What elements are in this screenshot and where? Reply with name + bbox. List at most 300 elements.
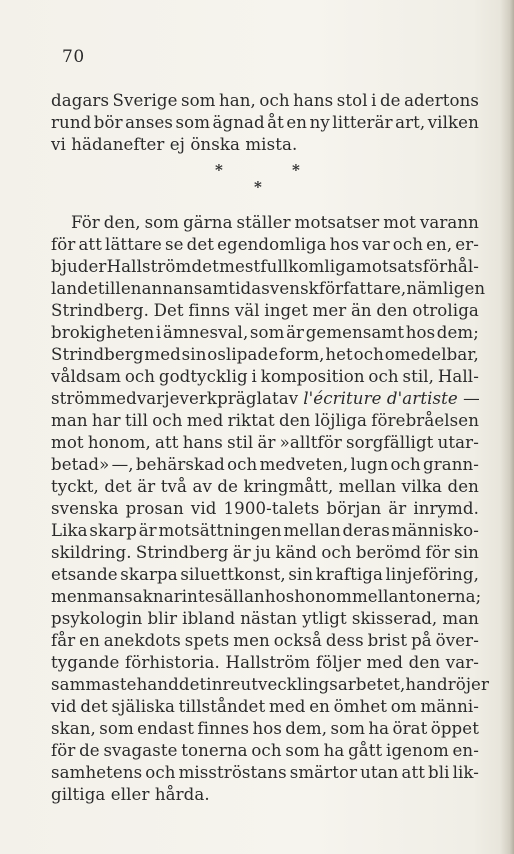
word: siluettkonst, — [180, 565, 286, 584]
word: skarp — [89, 521, 137, 540]
line-text — [51, 520, 479, 542]
word: fullkomliga — [260, 257, 356, 276]
text-line — [51, 256, 479, 278]
word: ömhet — [333, 697, 388, 716]
word: egendomliga — [217, 235, 327, 254]
word: prosan — [125, 499, 184, 518]
word: var — [362, 235, 390, 254]
word: skarpa — [120, 565, 178, 584]
line-text — [51, 652, 479, 674]
word: för — [51, 741, 76, 760]
word: Sverige — [112, 91, 178, 110]
word: är — [388, 499, 407, 518]
word: igenom — [386, 741, 449, 760]
word: öppet — [430, 719, 479, 738]
word: var- — [445, 653, 479, 672]
word: som — [99, 719, 134, 738]
word: en — [286, 113, 308, 132]
word: omedelbar, — [384, 345, 479, 364]
word: betad» — [51, 455, 110, 474]
word: skisserad, — [351, 609, 438, 628]
word: komposition — [260, 367, 365, 386]
text-line — [51, 762, 479, 784]
word: tygande — [51, 653, 120, 672]
word: den — [408, 653, 441, 672]
text-line — [51, 212, 479, 234]
word: en, — [426, 235, 453, 254]
word: mot — [51, 433, 84, 452]
word: om — [390, 697, 417, 716]
word: honom, — [87, 433, 151, 452]
word: det — [191, 257, 219, 276]
word: örat — [392, 719, 428, 738]
word: hos — [264, 587, 295, 606]
word: motsatsförhål- — [356, 257, 479, 276]
word: med — [186, 411, 224, 430]
word: är — [257, 433, 276, 452]
word: Hall- — [437, 367, 479, 386]
word: det — [178, 675, 207, 694]
word: er- — [455, 235, 479, 254]
word: de — [79, 741, 100, 760]
text-line — [51, 322, 479, 344]
word: För — [71, 213, 100, 232]
word: männi- — [420, 697, 479, 716]
word: man — [442, 609, 479, 628]
line-text — [51, 762, 479, 784]
word: mellan — [338, 477, 397, 496]
word: mellan — [283, 521, 341, 540]
word: anses — [125, 113, 174, 132]
word: en- — [452, 741, 479, 760]
word: början — [326, 499, 382, 518]
word: psykologin — [51, 609, 143, 628]
word: bör — [93, 113, 123, 132]
text-line — [51, 674, 490, 696]
line-text — [51, 344, 479, 366]
word: är — [286, 323, 305, 342]
line-text — [51, 278, 486, 300]
text-line — [51, 630, 479, 652]
word: berömd — [355, 543, 422, 562]
line-text — [51, 388, 298, 410]
word: 1900-talets — [223, 499, 320, 518]
word: i — [371, 91, 377, 110]
word: riktat — [227, 411, 275, 430]
word: bli — [428, 763, 450, 782]
text-line — [51, 234, 479, 256]
word: gemensamt — [305, 323, 405, 342]
word: inget — [264, 301, 308, 320]
word: hans — [182, 433, 223, 452]
word: själiska — [111, 697, 175, 716]
text-line — [51, 586, 482, 608]
word: och — [152, 411, 183, 430]
line-text — [51, 718, 479, 740]
word: nämligen — [406, 279, 486, 298]
word: till — [125, 411, 148, 430]
word: spets — [184, 631, 230, 650]
italic-phrase: l'écriture d'artiste — [303, 389, 458, 408]
word: samtida — [193, 279, 262, 298]
text-line — [51, 410, 479, 432]
line-text — [51, 674, 490, 696]
word: svenska — [51, 499, 119, 518]
word: mer — [312, 301, 347, 320]
text-line — [51, 542, 479, 564]
word: i — [155, 323, 162, 342]
word: honom — [294, 587, 352, 606]
text-line — [51, 454, 479, 476]
text-line — [51, 134, 479, 156]
word: och — [145, 763, 176, 782]
word: Det — [153, 301, 184, 320]
text-line — [51, 696, 479, 718]
word: samhetens — [51, 763, 143, 782]
word: med — [100, 389, 137, 408]
word: hans — [293, 91, 334, 110]
word: ämnesval, — [162, 323, 249, 342]
word: het — [325, 345, 353, 364]
word: inte — [181, 587, 215, 606]
word: vid — [51, 697, 77, 716]
word: åt — [267, 113, 284, 132]
word: inre — [206, 675, 241, 694]
line-text — [51, 476, 479, 498]
word: utar- — [437, 433, 479, 452]
word: den — [279, 411, 311, 430]
word: godtycklig — [158, 367, 248, 386]
line-text — [51, 630, 479, 652]
word: och — [124, 367, 156, 386]
word: ström — [51, 389, 101, 408]
text-line — [51, 388, 479, 410]
word: finnes — [197, 719, 250, 738]
word: författare, — [318, 279, 407, 298]
word: linjeföring, — [385, 565, 479, 584]
line-text — [51, 432, 479, 454]
word: art, — [395, 113, 426, 132]
line-text — [51, 696, 479, 718]
word: grann- — [422, 455, 479, 474]
word: den, — [103, 213, 141, 232]
word: dröjer — [436, 675, 490, 694]
word: inrymd. — [413, 499, 479, 518]
intro-paragraph — [51, 90, 479, 156]
word: och — [390, 455, 421, 474]
word: vilken — [427, 113, 479, 132]
word: två — [160, 477, 187, 496]
word: behärskad — [135, 455, 225, 474]
word: varann — [419, 213, 479, 232]
word: på — [411, 631, 432, 650]
word: får — [51, 631, 76, 650]
line-text: vi hädanefter ej önska mista. — [51, 135, 298, 154]
word: det — [104, 477, 132, 496]
word: en — [309, 697, 330, 716]
word: brist — [367, 631, 408, 650]
word: skan, — [51, 719, 96, 738]
word: har — [91, 411, 121, 430]
word: lande — [51, 279, 98, 298]
word: av — [278, 389, 299, 408]
word: till — [97, 279, 121, 298]
word: är — [137, 477, 156, 496]
word: hand — [136, 675, 179, 694]
asterisk-center: * — [254, 178, 262, 196]
word: och — [321, 543, 352, 562]
word: mest — [219, 257, 261, 276]
word: brokigheten — [51, 323, 155, 342]
page-binding-shadow — [500, 0, 514, 854]
word: ibland — [182, 609, 236, 628]
word: av — [192, 477, 212, 496]
word: dem; — [436, 323, 479, 342]
word: nästan — [240, 609, 298, 628]
word: misströstans — [178, 763, 287, 782]
word: form, — [278, 345, 325, 364]
word: känd — [275, 543, 318, 562]
line-text — [51, 564, 479, 586]
word: en — [120, 279, 142, 298]
word: vid — [190, 499, 217, 518]
word: sin — [454, 543, 479, 562]
word: dagars — [51, 91, 110, 110]
section-separator-bottom — [0, 179, 514, 195]
word: och — [392, 235, 424, 254]
word: den — [447, 477, 479, 496]
word: gått — [348, 741, 383, 760]
word: följer — [315, 653, 361, 672]
word: ytligt — [302, 609, 347, 628]
word: stil, — [402, 367, 435, 386]
word: ju — [255, 543, 272, 562]
word: de — [217, 477, 239, 496]
word: de — [379, 91, 401, 110]
word: våldsam — [51, 367, 122, 386]
word: en — [79, 631, 100, 650]
word: än — [350, 301, 372, 320]
line-text — [51, 90, 479, 112]
line-text — [51, 454, 479, 476]
word: men — [51, 587, 88, 606]
word: stil — [227, 433, 254, 452]
word: ägnad — [212, 113, 265, 132]
word: förhistoria. — [125, 653, 220, 672]
word: dess — [325, 631, 364, 650]
word: över- — [435, 631, 479, 650]
text-line — [51, 564, 479, 586]
word: tillståndet — [178, 697, 266, 716]
word: kraftiga — [315, 565, 383, 584]
line-text — [51, 542, 479, 564]
word: ha — [368, 719, 390, 738]
asterisk-left: * — [215, 161, 223, 179]
asterisk-right: * — [292, 161, 300, 179]
word: se — [164, 235, 184, 254]
text-line — [51, 300, 479, 322]
word: vilka — [401, 477, 443, 496]
word: Strindberg. — [51, 301, 149, 320]
word: som — [144, 213, 180, 232]
text-line — [51, 90, 479, 112]
word: han — [405, 675, 437, 694]
word: som — [180, 91, 216, 110]
text-line — [51, 432, 479, 454]
word: tonerna — [181, 741, 248, 760]
word: —, — [111, 455, 134, 474]
word: adertons — [404, 91, 479, 110]
word: hos — [329, 235, 360, 254]
line-text — [51, 300, 479, 322]
word: lugn — [350, 455, 389, 474]
em-dash: — — [463, 389, 480, 408]
main-paragraph — [51, 212, 490, 806]
word: medveten, — [259, 455, 349, 474]
page-number: 70 — [62, 47, 85, 67]
word: väl — [234, 301, 260, 320]
word: tyckt, — [51, 477, 99, 496]
line-text — [51, 498, 479, 520]
word: är — [138, 521, 157, 540]
word: den — [376, 301, 408, 320]
line-text — [51, 410, 479, 432]
word: oslipade — [207, 345, 279, 364]
section-separator-top — [0, 162, 514, 178]
word: det — [186, 235, 215, 254]
word: och — [227, 455, 258, 474]
word: men — [233, 631, 270, 650]
line-text — [51, 608, 479, 630]
word: gärna — [183, 213, 233, 232]
word: med — [366, 653, 404, 672]
word: Strindberg — [51, 345, 144, 364]
word: präglat — [217, 389, 279, 408]
word: annan — [141, 279, 194, 298]
line-text — [51, 256, 479, 278]
word: förebråelsen — [371, 411, 479, 430]
word: löjliga — [314, 411, 368, 430]
word: som — [285, 741, 320, 760]
word: stol — [336, 91, 368, 110]
word: sällan — [214, 587, 265, 606]
word: är — [232, 543, 251, 562]
line-text — [51, 234, 479, 256]
word: bjuder — [51, 257, 107, 276]
word: som — [249, 323, 285, 342]
word: svagaste — [103, 741, 178, 760]
word: sin — [181, 345, 207, 364]
word: sammaste — [51, 675, 137, 694]
word: människo- — [391, 521, 479, 540]
text-line — [51, 476, 479, 498]
word: finns — [188, 301, 231, 320]
word: Hallström — [225, 653, 311, 672]
word: han, — [218, 91, 256, 110]
word: »alltför — [279, 433, 342, 452]
word: saknar — [124, 587, 182, 606]
word: för — [425, 543, 450, 562]
word: sorgfälligt — [346, 433, 434, 452]
word: hos — [252, 719, 282, 738]
word: lik- — [452, 763, 479, 782]
word: man — [87, 587, 125, 606]
word: kringmått, — [243, 477, 334, 496]
word: det — [80, 697, 108, 716]
line-text — [51, 366, 479, 388]
line-text — [51, 322, 479, 344]
word: otroliga — [412, 301, 479, 320]
text-line — [51, 112, 479, 134]
text-line — [51, 366, 479, 388]
word: och — [259, 91, 290, 110]
word: mot — [383, 213, 416, 232]
text-line — [51, 344, 479, 366]
word: ha — [323, 741, 345, 760]
word: hos — [405, 323, 436, 342]
word: i — [251, 367, 257, 386]
word: och — [353, 345, 384, 364]
word: anekdots — [103, 631, 181, 650]
word: utan — [360, 763, 399, 782]
line-text — [51, 740, 479, 762]
word: och — [368, 367, 399, 386]
text-line — [51, 718, 479, 740]
word: Lika — [51, 521, 88, 540]
word: med — [268, 697, 306, 716]
word: att — [78, 235, 102, 254]
word: Strindberg — [135, 543, 229, 562]
word: som — [330, 719, 366, 738]
line-text — [71, 212, 479, 234]
word: svensk — [261, 279, 319, 298]
word: Hallström — [106, 257, 192, 276]
text-line — [51, 740, 479, 762]
word: endast — [137, 719, 194, 738]
word: deras — [342, 521, 390, 540]
word: lättare — [105, 235, 162, 254]
word: motsatser — [294, 213, 380, 232]
word: också — [273, 631, 322, 650]
word: för — [51, 235, 76, 254]
word: skildring. — [51, 543, 132, 562]
word: ny — [309, 113, 330, 132]
word: utvecklingsarbetet, — [240, 675, 406, 694]
word: rund — [51, 113, 92, 132]
word: mellantonerna; — [351, 587, 482, 606]
word: med — [144, 345, 181, 364]
line-text — [51, 112, 479, 134]
word: och — [251, 741, 282, 760]
word: att — [401, 763, 426, 782]
word: dem, — [285, 719, 328, 738]
word: man — [51, 411, 88, 430]
word: varje — [136, 389, 180, 408]
word: som — [175, 113, 211, 132]
line-italic-tail — [303, 388, 480, 410]
word: ställer — [236, 213, 291, 232]
word: blir — [147, 609, 178, 628]
text-line — [51, 278, 486, 300]
word: att — [155, 433, 179, 452]
word: smärtor — [289, 763, 358, 782]
text-line — [51, 498, 479, 520]
text-line — [51, 520, 479, 542]
word: verk — [179, 389, 218, 408]
line-text — [51, 586, 482, 608]
line-text: giltiga eller hårda. — [51, 785, 210, 804]
text-line — [51, 652, 479, 674]
